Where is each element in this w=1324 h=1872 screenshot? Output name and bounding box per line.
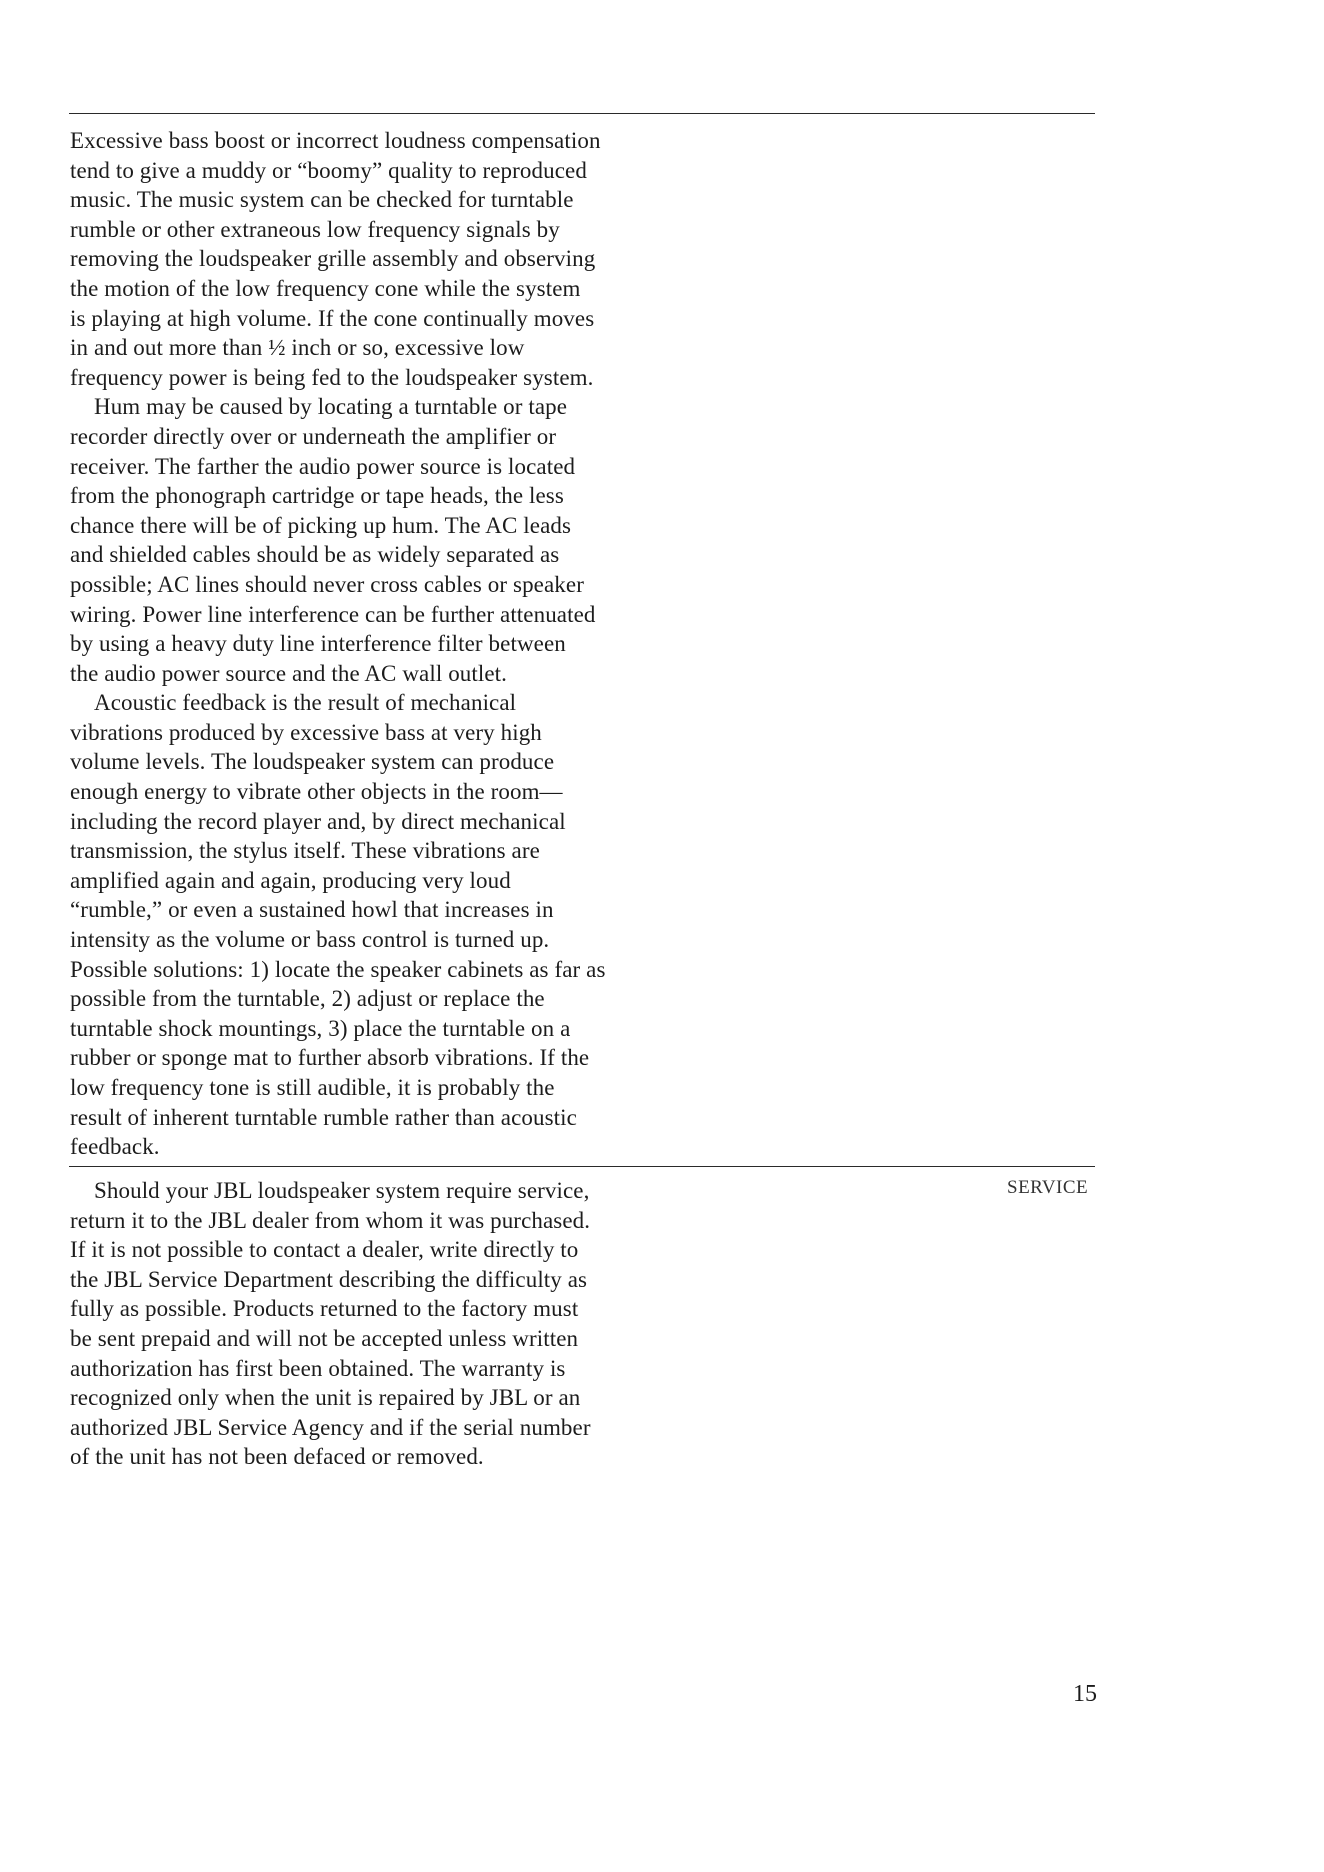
text-line: receiver. The farther the audio power source is located xyxy=(70,453,576,479)
paragraph-bass-boost xyxy=(70,126,760,392)
section-heading-service: SERVICE xyxy=(1007,1177,1089,1198)
text-line: turntable shock mountings, 3) place the turntable on a xyxy=(70,1015,571,1041)
service-text xyxy=(70,1176,760,1472)
text-line: Excessive bass boost or incorrect loudness compensation xyxy=(70,128,601,153)
text-line: transmission, the stylus itself. These vibrations are xyxy=(70,838,540,864)
text-line: return it to the JBL dealer from whom it was purchased. xyxy=(70,1207,591,1233)
text-line: of the unit has not been defaced or removed. xyxy=(70,1444,484,1470)
text-line: the motion of the low frequency cone while the system xyxy=(70,275,581,301)
text-line: rubber or sponge mat to further absorb vibrations. If the xyxy=(70,1045,590,1071)
text-line: the audio power source and the AC wall outlet. xyxy=(70,660,508,686)
paragraph-service xyxy=(70,1176,760,1472)
text-line: amplified again and again, producing very loud xyxy=(70,867,511,893)
text-line: feedback. xyxy=(70,1134,160,1160)
page-number: 15 xyxy=(1073,1681,1097,1707)
text-line: enough energy to vibrate other objects in the room— xyxy=(70,779,563,805)
text-line: from the phonograph cartridge or tape heads, the less xyxy=(70,483,564,509)
text-line: the JBL Service Department describing the difficulty as xyxy=(70,1266,588,1292)
text-line: chance there will be of picking up hum. The AC leads xyxy=(70,512,572,538)
text-line: Should your JBL loudspeaker system require service, xyxy=(94,1178,590,1203)
text-line: is playing at high volume. If the cone continually moves xyxy=(70,305,595,331)
text-line: Acoustic feedback is the result of mechanical xyxy=(94,690,517,716)
text-line: rumble or other extraneous low frequency signals by xyxy=(70,216,560,242)
text-line: low frequency tone is still audible, it is probably the xyxy=(70,1075,555,1100)
text-line: result of inherent turntable rumble rather than acoustic xyxy=(70,1104,577,1130)
text-line: in and out more than ½ inch or so, excessive low xyxy=(70,335,525,361)
text-line: volume levels. The loudspeaker system can produce xyxy=(70,749,555,775)
text-line: intensity as the volume or bass control is turned up. xyxy=(70,927,550,953)
text-line: vibrations produced by excessive bass at very high xyxy=(70,719,542,745)
text-line: possible from the turntable, 2) adjust or replace the xyxy=(70,986,545,1012)
text-line: Hum may be caused by locating a turntable or tape xyxy=(94,394,568,420)
text-line: removing the loudspeaker grille assembly and observing xyxy=(70,246,596,272)
text-line: tend to give a muddy or “boomy” quality to reproduced xyxy=(70,157,587,183)
text-line: wiring. Power line interference can be further attenuated xyxy=(70,601,596,627)
text-line: be sent prepaid and will not be accepted unless written xyxy=(70,1325,579,1351)
text-line: authorized JBL Service Agency and if the serial number xyxy=(70,1414,591,1440)
paragraph-acoustic-feedback xyxy=(70,688,760,1162)
text-line: music. The music system can be checked for turntable xyxy=(70,187,574,213)
text-line: If it is not possible to contact a dealer, write directly to xyxy=(70,1237,579,1263)
text-line: “rumble,” or even a sustained howl that increases in xyxy=(70,897,554,923)
troubleshooting-text xyxy=(70,126,760,1162)
text-line: recognized only when the unit is repaired by JBL or an xyxy=(70,1385,581,1411)
text-line: fully as possible. Products returned to the factory must xyxy=(70,1296,579,1322)
text-line: and shielded cables should be as widely separated as xyxy=(70,542,560,568)
section-divider xyxy=(69,1166,1095,1167)
text-line: Possible solutions: 1) locate the speaker cabinets as far as xyxy=(70,956,606,982)
text-line: frequency power is being fed to the loudspeaker system. xyxy=(70,364,594,390)
text-line: including the record player and, by direct mechanical xyxy=(70,808,566,834)
text-line: by using a heavy duty line interference filter between xyxy=(70,631,566,657)
text-line: recorder directly over or underneath the amplifier or xyxy=(70,423,557,449)
text-line: authorization has first been obtained. The warranty is xyxy=(70,1355,566,1381)
top-divider xyxy=(69,113,1095,114)
text-line: possible; AC lines should never cross cables or speaker xyxy=(70,571,584,597)
paragraph-hum xyxy=(70,392,760,688)
